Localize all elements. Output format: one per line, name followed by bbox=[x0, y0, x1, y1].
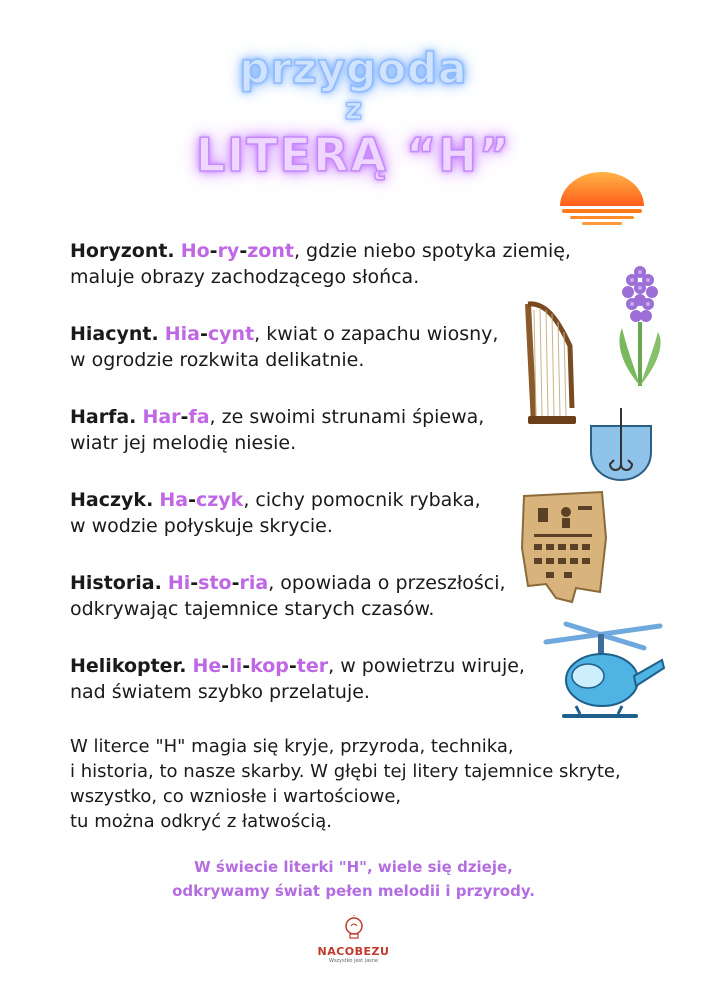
syllable: li bbox=[229, 655, 243, 677]
syllable: ria bbox=[239, 572, 269, 594]
stanza-line-2: w ogrodzie rozkwita delikatnie. bbox=[70, 349, 365, 371]
stanza-text: , ze swoimi strunami śpiewa, bbox=[209, 406, 485, 428]
stanza-text: , kwiat o zapachu wiosny, bbox=[254, 323, 499, 345]
logo-tagline: Wszystko jest jasne bbox=[329, 958, 378, 964]
outro-line: wszystko, co wzniosłe i wartościowe, bbox=[70, 786, 402, 807]
stanza-text: , w powietrzu wiruje, bbox=[328, 655, 525, 677]
stanza-helikopter: Helikopter. He-li-kop-ter, w powietrzu wiruje, nad światem szybko przelatuje. bbox=[70, 655, 525, 703]
closing-text bbox=[0, 855, 707, 903]
title-line-2: z bbox=[344, 92, 363, 127]
stanza-historia: Historia. Hi-sto-ria, opowiada o przeszłości, odkrywając tajemnice starych czasów. bbox=[70, 572, 506, 620]
stanza-text: , cichy pomocnik rybaka, bbox=[243, 489, 481, 511]
logo bbox=[300, 915, 407, 964]
syllable: cynt bbox=[207, 323, 255, 345]
syllable: czyk bbox=[195, 489, 244, 511]
syllable: Ho bbox=[180, 240, 210, 262]
stanza-word: Haczyk. bbox=[70, 489, 154, 511]
outro-paragraph bbox=[70, 734, 621, 834]
stanza-line-2: nad światem szybko przelatuje. bbox=[70, 681, 370, 703]
harp-icon bbox=[518, 298, 578, 430]
logo-name: NACOBEZU bbox=[317, 945, 390, 958]
history-tablet-icon bbox=[516, 488, 610, 606]
stanza-line-2: odkrywając tajemnice starych czasów. bbox=[70, 598, 435, 620]
stanza-haczyk: Haczyk. Ha-czyk, cichy pomocnik rybaka, w wodzie połyskuje skrycie. bbox=[70, 489, 481, 537]
outro-line: W literce "H" magia się kryje, przyroda, technika, bbox=[70, 736, 514, 757]
fishing-hook-icon bbox=[588, 406, 654, 482]
syllable: sto bbox=[198, 572, 232, 594]
stanza-line-2: w wodzie połyskuje skrycie. bbox=[70, 515, 333, 537]
syllable: ter bbox=[296, 655, 329, 677]
syllable: fa bbox=[188, 406, 210, 428]
lightbulb-icon bbox=[342, 915, 366, 941]
stanza-text: , gdzie niebo spotyka ziemię, bbox=[293, 240, 571, 262]
stanza-line-2: maluje obrazy zachodzącego słońca. bbox=[70, 266, 420, 288]
hyacinth-icon bbox=[610, 262, 670, 388]
syllable: Hi bbox=[167, 572, 191, 594]
title-line-3: LITERĄ “H” bbox=[195, 128, 512, 182]
outro-line: tu można odkryć z łatwością. bbox=[70, 811, 333, 832]
syllable: Har bbox=[142, 406, 181, 428]
closing-line: odkrywamy świat pełen melodii i przyrody. bbox=[172, 882, 535, 900]
title-line-1: przygoda bbox=[239, 44, 468, 93]
stanza-hiacynt: Hiacynt. Hia-cynt, kwiat o zapachu wiosny, w ogrodzie rozkwita delikatnie. bbox=[70, 323, 499, 371]
stanza-word: Horyzont. bbox=[70, 240, 175, 262]
syllable: Hia bbox=[164, 323, 201, 345]
stanza-word: Helikopter. bbox=[70, 655, 187, 677]
stanza-line-2: wiatr jej melodię niesie. bbox=[70, 432, 297, 454]
stanza-horyzont: Horyzont. Ho-ry-zont, gdzie niebo spotyka ziemię, maluje obrazy zachodzącego słońca. bbox=[70, 240, 571, 288]
stanza-harfa: Harfa. Har-fa, ze swoimi strunami śpiewa, wiatr jej melodię niesie. bbox=[70, 406, 485, 454]
stanza-word: Historia. bbox=[70, 572, 162, 594]
helicopter-icon bbox=[536, 620, 668, 722]
syllable: zont bbox=[247, 240, 294, 262]
syllable: ry bbox=[217, 240, 240, 262]
sunset-icon bbox=[552, 168, 652, 230]
closing-line: W świecie literki "H", wiele się dzieje, bbox=[194, 858, 513, 876]
stanza-word: Hiacynt. bbox=[70, 323, 159, 345]
syllable: He bbox=[192, 655, 222, 677]
stanza-text: , opowiada o przeszłości, bbox=[268, 572, 506, 594]
stanza-word: Harfa. bbox=[70, 406, 137, 428]
outro-line: i historia, to nasze skarby. W głębi tej litery tajemnice skryte, bbox=[70, 761, 621, 782]
syllable: kop bbox=[250, 655, 289, 677]
syllable: Ha bbox=[159, 489, 189, 511]
